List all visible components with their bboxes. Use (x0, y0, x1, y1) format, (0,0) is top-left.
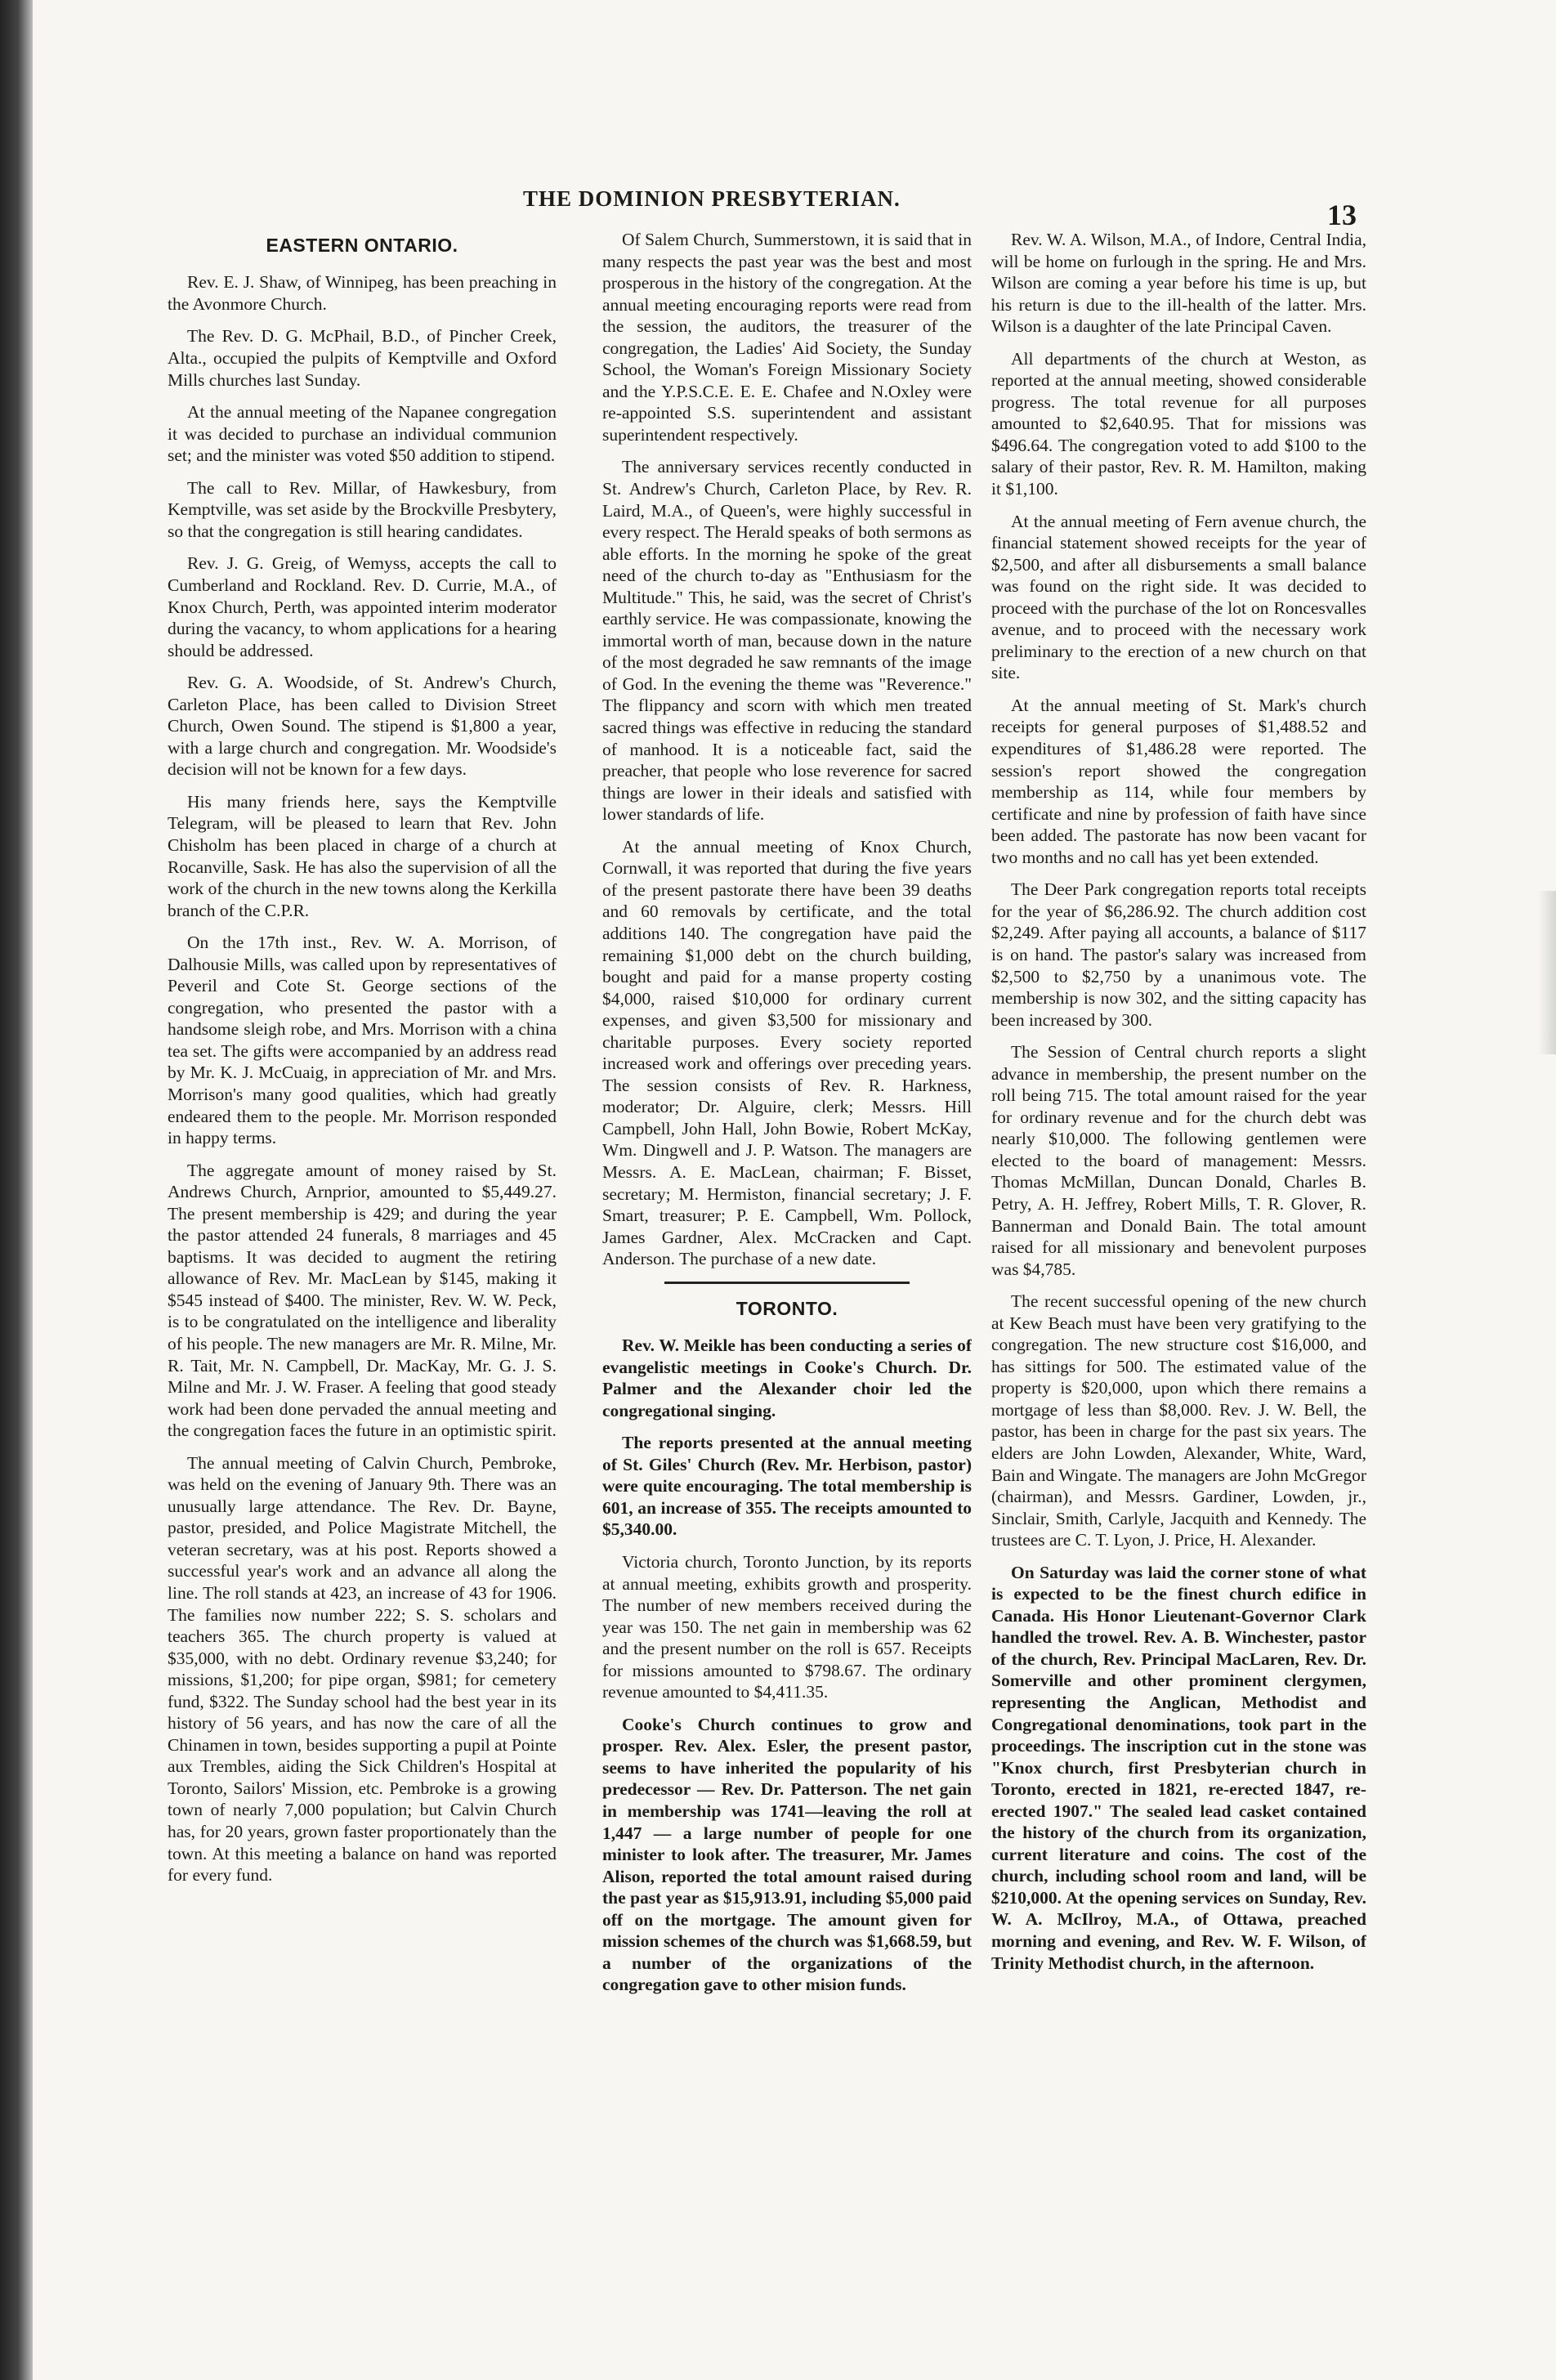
toronto-paragraph: Cooke's Church continues to grow and prosper. Rev. Alex. Esler, the present pastor, seems to have inherited the popularity of his predecessor — Rev. Dr. Patterson. The net gain in membership was 1741—leaving the roll at 1,447 — a large number of people for one minister to look after. The treasurer, Mr. James Alison, reported the total amount raised during the past year as $15,913.91, including $5,000 paid off on the mortgage. The amount given for mission schemes of the church was $1,668.59, but a number of the organizations of the congregation gave to other mision funds. (602, 1714, 972, 1995)
section-title-eastern-ontario: EASTERN ONTARIO. (266, 235, 458, 256)
running-title: THE DOMINION PRESBYTERIAN. (523, 186, 901, 211)
article-paragraph: Of Salem Church, Summerstown, it is said that in many respects the past year was the best and most prosperous in the history of the congregation. At the annual meeting encouraging reports were read from the session, the auditors, the treasurer of the congregation, the Ladies' Aid Society, the Sunday School, the Woman's Foreign Missionary Society and the Y.P.S.C.E. E. E. Chafee and N.Oxley were re-appointed S.S. superintendent and assistant superintendent respectively. (602, 230, 972, 445)
article-paragraph: Rev. J. G. Greig, of Wemyss, accepts the call to Cumberland and Rockland. Rev. D. Currie, M.A., of Knox Church, Perth, was appointed interim moderator during the vacancy, to whom applications for a hearing should be addressed. (168, 553, 557, 660)
toronto-paragraph: At the annual meeting of St. Mark's church receipts for general purposes of $1,488.52 and expenditures of $1,486.28 were reported. The session's report showed the congregation membership as 114, while four members by certificate and nine by profession of faith have since been added. The pastorate has now been vacant for two months and no call has yet been extended. (991, 695, 1366, 867)
column-1 (168, 229, 557, 2321)
article-paragraph: The aggregate amount of money raised by St. Andrews Church, Arnprior, amounted to $5,449.27. The present membership is 429; and during the year the pastor attended 24 funerals, 8 marriages and 45 baptisms. It was decided to augment the retiring allowance of Rev. Mr. MacLean by $145, making it $545 instead of $400. The minister, Rev. W. W. Peck, is to be congratulated on the intelligence and liberality of his people. The new managers are Mr. R. Milne, Mr. R. Tait, Mr. N. Campbell, Dr. MacKay, Mr. G. J. S. Milne and Mr. J. W. Fraser. A feeling that good steady work had been done pervaded the annual meeting and the congregation faces the future in an optimistic spirit. (168, 1160, 557, 1441)
toronto-paragraph: All departments of the church at Weston, as reported at the annual meeting, showed considerable progress. The total revenue for all purposes amounted to $2,640.95. That for missions was $496.64. The congregation voted to add $100 to the salary of their pastor, Rev. R. M. Hamilton, making it $1,100. (991, 348, 1366, 499)
article-paragraph: His many friends here, says the Kemptville Telegram, will be pleased to learn that Rev. John Chisholm has been placed in charge of a church at Rocanville, Sask. He has also the supervision of all the work of the church in the new towns along the Kerkilla branch of the C.P.R. (168, 791, 557, 920)
toronto-paragraph: Victoria church, Toronto Junction, by its reports at annual meeting, exhibits growth and prosperity. The number of new members received during the year was 150. The net gain in membership was 62 and the present number on the roll is 657. Receipts for missions amounted to $798.67. The ordinary revenue amounted to $4,411.35. (602, 1552, 972, 1702)
toronto-paragraph: Rev. W. A. Wilson, M.A., of Indore, Central India, will be home on furlough in the spring. He and Mrs. Wilson are coming a year before his time is up, but his return is due to the ill-health of the latter. Mrs. Wilson is a daughter of the late Principal Caven. (991, 230, 1366, 337)
toronto-paragraph: The reports presented at the annual meeting of St. Giles' Church (Rev. Mr. Herbison, pastor) were quite encouraging. The total membership is 601, an increase of 355. The receipts amounted to $5,340.00. (602, 1433, 972, 1540)
column-3 (991, 229, 1366, 2321)
article-paragraph: At the annual meeting of the Napanee congregation it was decided to purchase an individual communion set; and the minister was voted $50 addition to stipend. (168, 402, 557, 466)
article-paragraph: The Rev. D. G. McPhail, B.D., of Pincher Creek, Alta., occupied the pulpits of Kemptville and Oxford Mills churches last Sunday. (168, 326, 557, 390)
section-title-toronto: TORONTO. (736, 1297, 838, 1319)
column-2 (602, 229, 972, 2321)
section-divider-rule (664, 1282, 910, 1284)
article-paragraph: The annual meeting of Calvin Church, Pembroke, was held on the evening of January 9th. There was an unusually large attendance. The Rev. Dr. Bayne, pastor, presided, and Police Magistrate Mitchell, the veteran secretary, was at his post. Reports showed a successful year's work and an advance all along the line. The roll stands at 423, an increase of 43 for 1906. The families now number 222; S. S. scholars and teachers 365. The church property is valued at $35,000, with no debt. Ordinary revenue $3,240; for missions, $1,200; for pipe organ, $981; for cemetery fund, $322. The Sunday school had the best year in its history of 56 years, and has now the care of all the Chinamen in town, besides supporting a pupil at Pointe aux Trembles, aiding the Sick Children's Hospital at Toronto, Sailors' Mission, etc. Pembroke is a growing town of nearly 7,000 population; but Calvin Church has, for 20 years, grown faster proportionately than the town. At this meeting a balance on hand was reported for every fund. (168, 1452, 557, 1886)
toronto-paragraph: Rev. W. Meikle has been conducting a series of evangelistic meetings in Cooke's Church. Dr. Palmer and the Alexander choir led the congregational singing. (602, 1335, 972, 1420)
toronto-paragraph: The Session of Central church reports a slight advance in membership, the present number on the roll being 715. The total amount raised for the year for ordinary revenue and for the church debt was nearly $10,000. The following gentlemen were elected to the board of management: Messrs. Thomas McMillan, Duncan Donald, Charles B. Petry, A. H. Jeffrey, Robert Mills, T. R. Glover, R. Bannerman and Donald Bain. The total amount raised for all missionary and benevolent purposes was $4,785. (991, 1042, 1366, 1279)
article-paragraph: Rev. E. J. Shaw, of Winnipeg, has been preaching in the Avonmore Church. (168, 272, 557, 314)
toronto-paragraph: The recent successful opening of the new church at Kew Beach must have been very gratifying to the congregation. The new structure cost $16,000, and has sittings for 500. The estimated value of the property is $20,000, upon which there remains a mortgage of less than $8,000. Rev. J. W. Bell, the pastor, has been in charge for the past six years. The elders are John Lowden, Alexander, White, Ward, Bain and Wingate. The managers are John McGregor (chairman), and Messrs. Gardiner, Lowden, jr., Sinclair, Smith, Carlyle, Jacquith and Kennedy. The trustees are C. T. Lyon, J. Price, H. Alexander. (991, 1291, 1366, 1550)
article-paragraph: On the 17th inst., Rev. W. A. Morrison, of Dalhousie Mills, was called upon by representatives of Peveril and Cote St. George sections of the congregation, who presented the pastor with a handsome sleigh robe, and Mrs. Morrison with a china tea set. The gifts were accompanied by an address read by Mr. K. J. McCuaig, in appreciation of Mr. and Mrs. Morrison's many good qualities, which had greatly endeared them to the people. Mr. Morrison responded in happy terms. (168, 933, 557, 1148)
article-paragraph: At the annual meeting of Knox Church, Cornwall, it was reported that during the five years of the present pastorate there have been 39 deaths and 60 removals by certificate, and the total additions 140. The congregation have paid the remaining $1,000 debt on the church building, bought and paid for a manse property costing $4,000, raised $10,000 for ordinary current expenses, and given $3,500 for missionary and charitable purposes. Every society reported increased work and offerings over preceding years. The session consists of Rev. R. Harkness, moderator; Dr. Alguire, clerk; Messrs. Hill Campbell, John Hall, John Bowie, Robert McKay, Wm. Dingwell and J. P. Watson. The managers are Messrs. A. E. MacLean, chairman; F. Bisset, secretary; M. Hermiston, financial secretary; J. F. Smart, treasurer; P. E. Campbell, Wm. Pollock, James Gardner, Alex. McCracken and Capt. Anderson. The purchase of a new date. (602, 836, 972, 1269)
toronto-paragraph: On Saturday was laid the corner stone of what is expected to be the finest church edifice in Canada. His Honor Lieutenant-Governor Clark handled the trowel. Rev. A. B. Winchester, pastor of the church, Rev. Principal MacLaren, Rev. Dr. Somerville and other prominent clergymen, representing the Anglican, Methodist and Congregational denominations, took part in the proceedings. The inscription cut in the stone was "Knox church, first Presbyterian church in Toronto, erected in 1821, re-erected 1847, re-erected 1907." The sealed lead casket contained the history of the church from its organization, current literature and coins. The cost of the church, including school room and land, will be $210,000. At the opening services on Sunday, Rev. W. A. McIlroy, M.A., of Ottawa, preached morning and evening, and Rev. W. F. Wilson, of Trinity Methodist church, in the afternoon. (991, 1562, 1366, 1973)
page-number: 13 (1327, 199, 1357, 231)
article-paragraph: The anniversary services recently conducted in St. Andrew's Church, Carleton Place, by Rev. R. Laird, M.A., of Queen's, were highly successful in every respect. The Herald speaks of both sermons as able efforts. In the morning he spoke of the great need of the church to-day as "Enthusiasm for the Multitude." This, he said, was the secret of Christ's earthly service. He was compassionate, knowing the immortal worth of man, because down in the nature of the most degraded he saw remnants of the image of God. In the evening the theme was "Reverence." The flippancy and scorn with which men treated sacred things was effective in reducing the standard of manhood. It is a noticeable fact, said the preacher, that people who lose reverence for sacred things are lower in their ideals and satisfied with lower standards of life. (602, 457, 972, 825)
toronto-paragraph: At the annual meeting of Fern avenue church, the financial statement showed receipts for the year of $2,500, and after all disbursements a small balance was found on the right side. It was decided to proceed with the purchase of the lot on Roncesvalles avenue, and to proceed with the necessary work preliminary to the erection of a new church on that site. (991, 511, 1366, 683)
article-paragraph: The call to Rev. Millar, of Hawkesbury, from Kemptville, was set aside by the Brockville Presbytery, so that the congregation is still hearing candidates. (168, 477, 557, 541)
toronto-paragraph: The Deer Park congregation reports total receipts for the year of $6,286.92. The church addition cost $2,249. After paying all accounts, a balance of $117 is on hand. The pastor's salary was increased from $2,500 to $2,750 by a unanimous vote. The membership is now 302, and the sitting capacity has been increased by 300. (991, 879, 1366, 1030)
article-paragraph: Rev. G. A. Woodside, of St. Andrew's Church, Carleton Place, has been called to Division Street Church, Owen Sound. The stipend is $1,800 a year, with a large church and congregation. Mr. Woodside's decision will not be known for a few days. (168, 673, 557, 780)
